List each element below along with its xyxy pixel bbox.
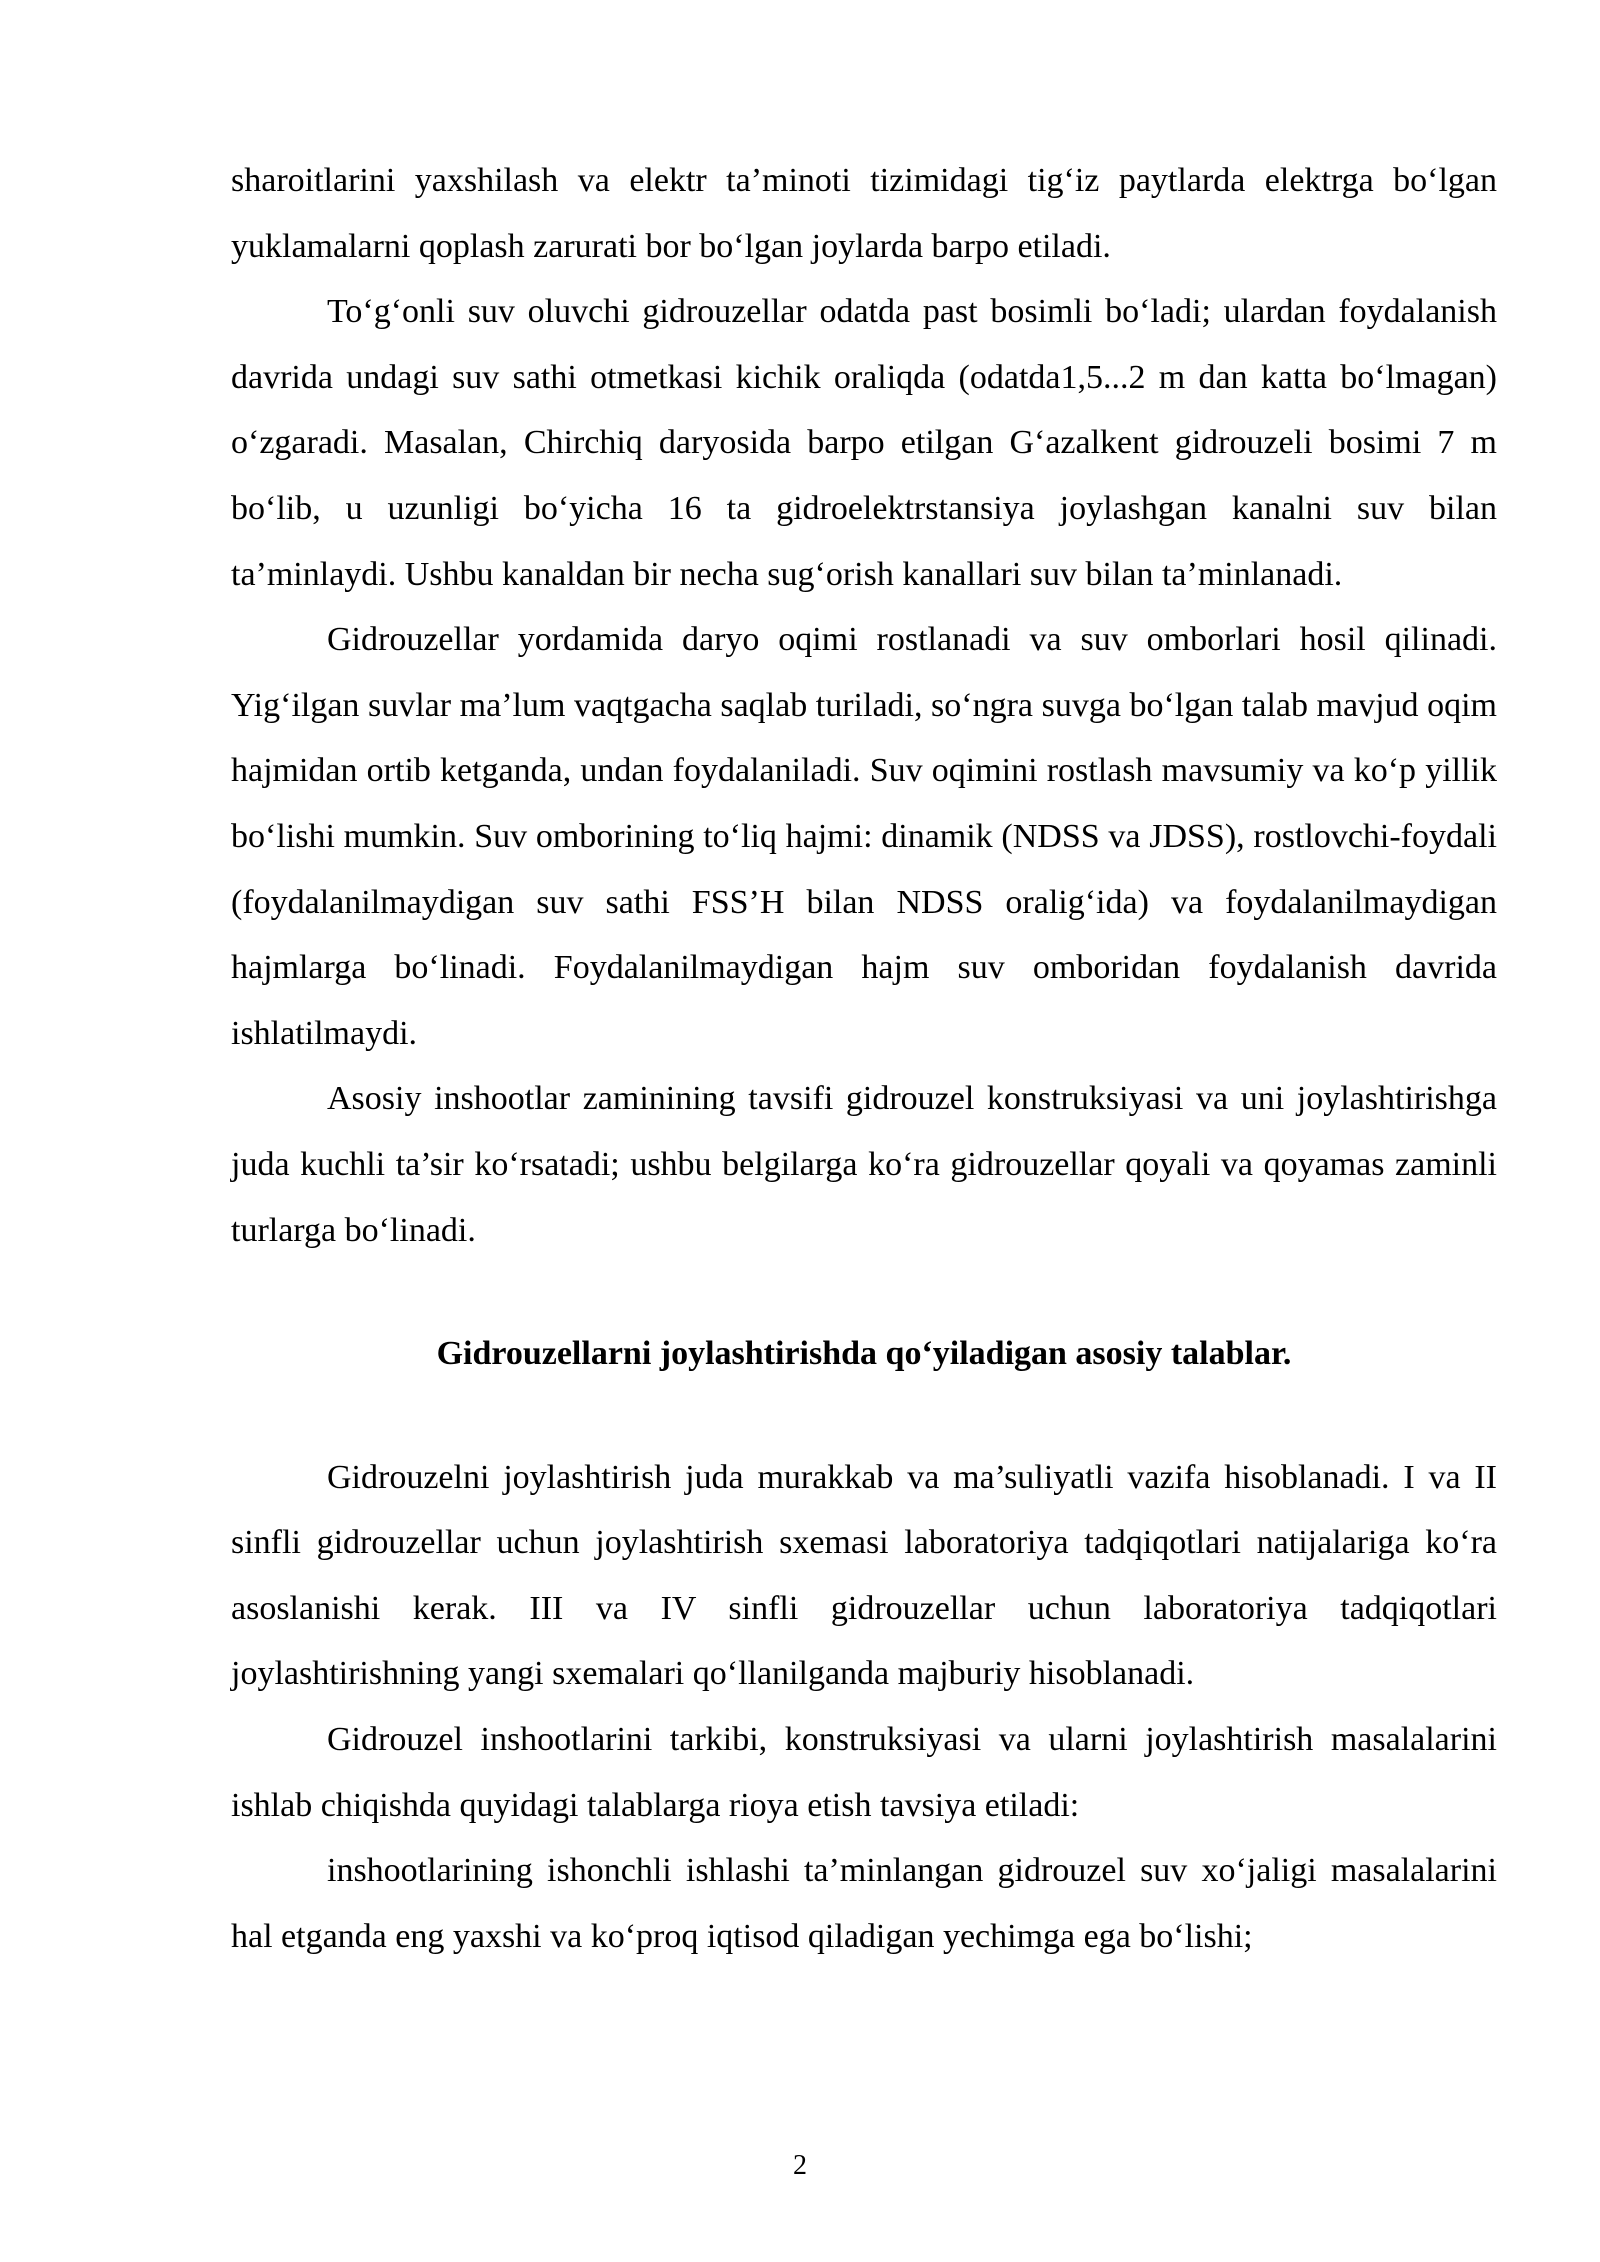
section-heading: Gidrouzellarni joylashtirishda qo‘yiladigan asosiy talablar. — [436, 1335, 1292, 1373]
paragraph-water-intake-hydrounits: To‘g‘onli suv oluvchi gidrouzellar odatda past bosimli bo‘ladi; ulardan foydalanish davrida undagi suv sathi otmetkasi kichik oraliqda (odatda1,5...2 m dan katta bo‘lmagan) o‘zgaradi. Masalan, Chirchiq daryosida barpo etilgan G‘azalkent gidrouzeli bosimi 7 m bo‘lib, u uzunligi bo‘yicha 16 ta gidroelektrstansiya joylashgan kanalni suv bilan ta’minlaydi. Ushbu kanaldan bir necha sug‘orish kanallari suv bilan ta’minlanadi. — [231, 293, 1497, 593]
page-number: 2 — [793, 2150, 807, 2181]
paragraph-continued: sharoitlarini yaxshilash va elektr ta’minoti tizimidagi tig‘iz paytlarda elektrga bo‘lgan yuklamalarni qoplash zarurati bor bo‘lgan joylarda barpo etiladi. — [231, 162, 1497, 265]
page-body — [231, 148, 1497, 1969]
paragraph-requirements-intro: Gidrouzel inshootlarini tarkibi, konstruksiyasi va ularni joylashtirish masalalarini ishlab chiqishda quyidagi talablarga rioya etish tavsiya etiladi: — [231, 1721, 1497, 1824]
paragraph-requirement-item: inshootlarining ishonchli ishlashi ta’minlangan gidrouzel suv xo‘jaligi masalalarini hal etganda eng yaxshi va ko‘proq iqtisod qiladigan yechimga ega bo‘lishi; — [231, 1852, 1497, 1955]
paragraph-foundation-types: Asosiy inshootlar zaminining tavsifi gidrouzel konstruksiyasi va uni joylashtirishga juda kuchli ta’sir ko‘rsatadi; ushbu belgilarga ko‘ra gidrouzellar qoyali va qoyamas zaminli turlarga bo‘linadi. — [231, 1080, 1497, 1249]
paragraph-flow-regulation: Gidrouzellar yordamida daryo oqimi rostlanadi va suv omborlari hosil qilinadi. Yig‘ilgan suvlar ma’lum vaqtgacha saqlab turiladi, so‘ngra suvga bo‘lgan talab mavjud oqim hajmidan ortib ketganda, undan foydalaniladi. Suv oqimini rostlash mavsumiy va ko‘p yillik bo‘lishi mumkin. Suv omborining to‘liq hajmi: dinamik (NDSS va JDSS), rostlovchi-foydali (foydalanilmaydigan suv sathi FSS’H bilan NDSS oralig‘ida) va foydalanilmaydigan hajmlarga bo‘linadi. Foydalanilmaydigan hajm suv omboridan foydalanish davrida ishlatilmaydi. — [231, 621, 1497, 1052]
paragraph-layout-complexity: Gidrouzelni joylashtirish juda murakkab va ma’suliyatli vazifa hisoblanadi. I va II sinfli gidrouzellar uchun joylashtirish sxemasi laboratoriya tadqiqotlari natijalariga ko‘ra asoslanishi kerak. III va IV sinfli gidrouzellar uchun laboratoriya tadqiqotlari joylashtirishning yangi sxemalari qo‘llanilganda majburiy hisoblanadi. — [231, 1458, 1497, 1693]
